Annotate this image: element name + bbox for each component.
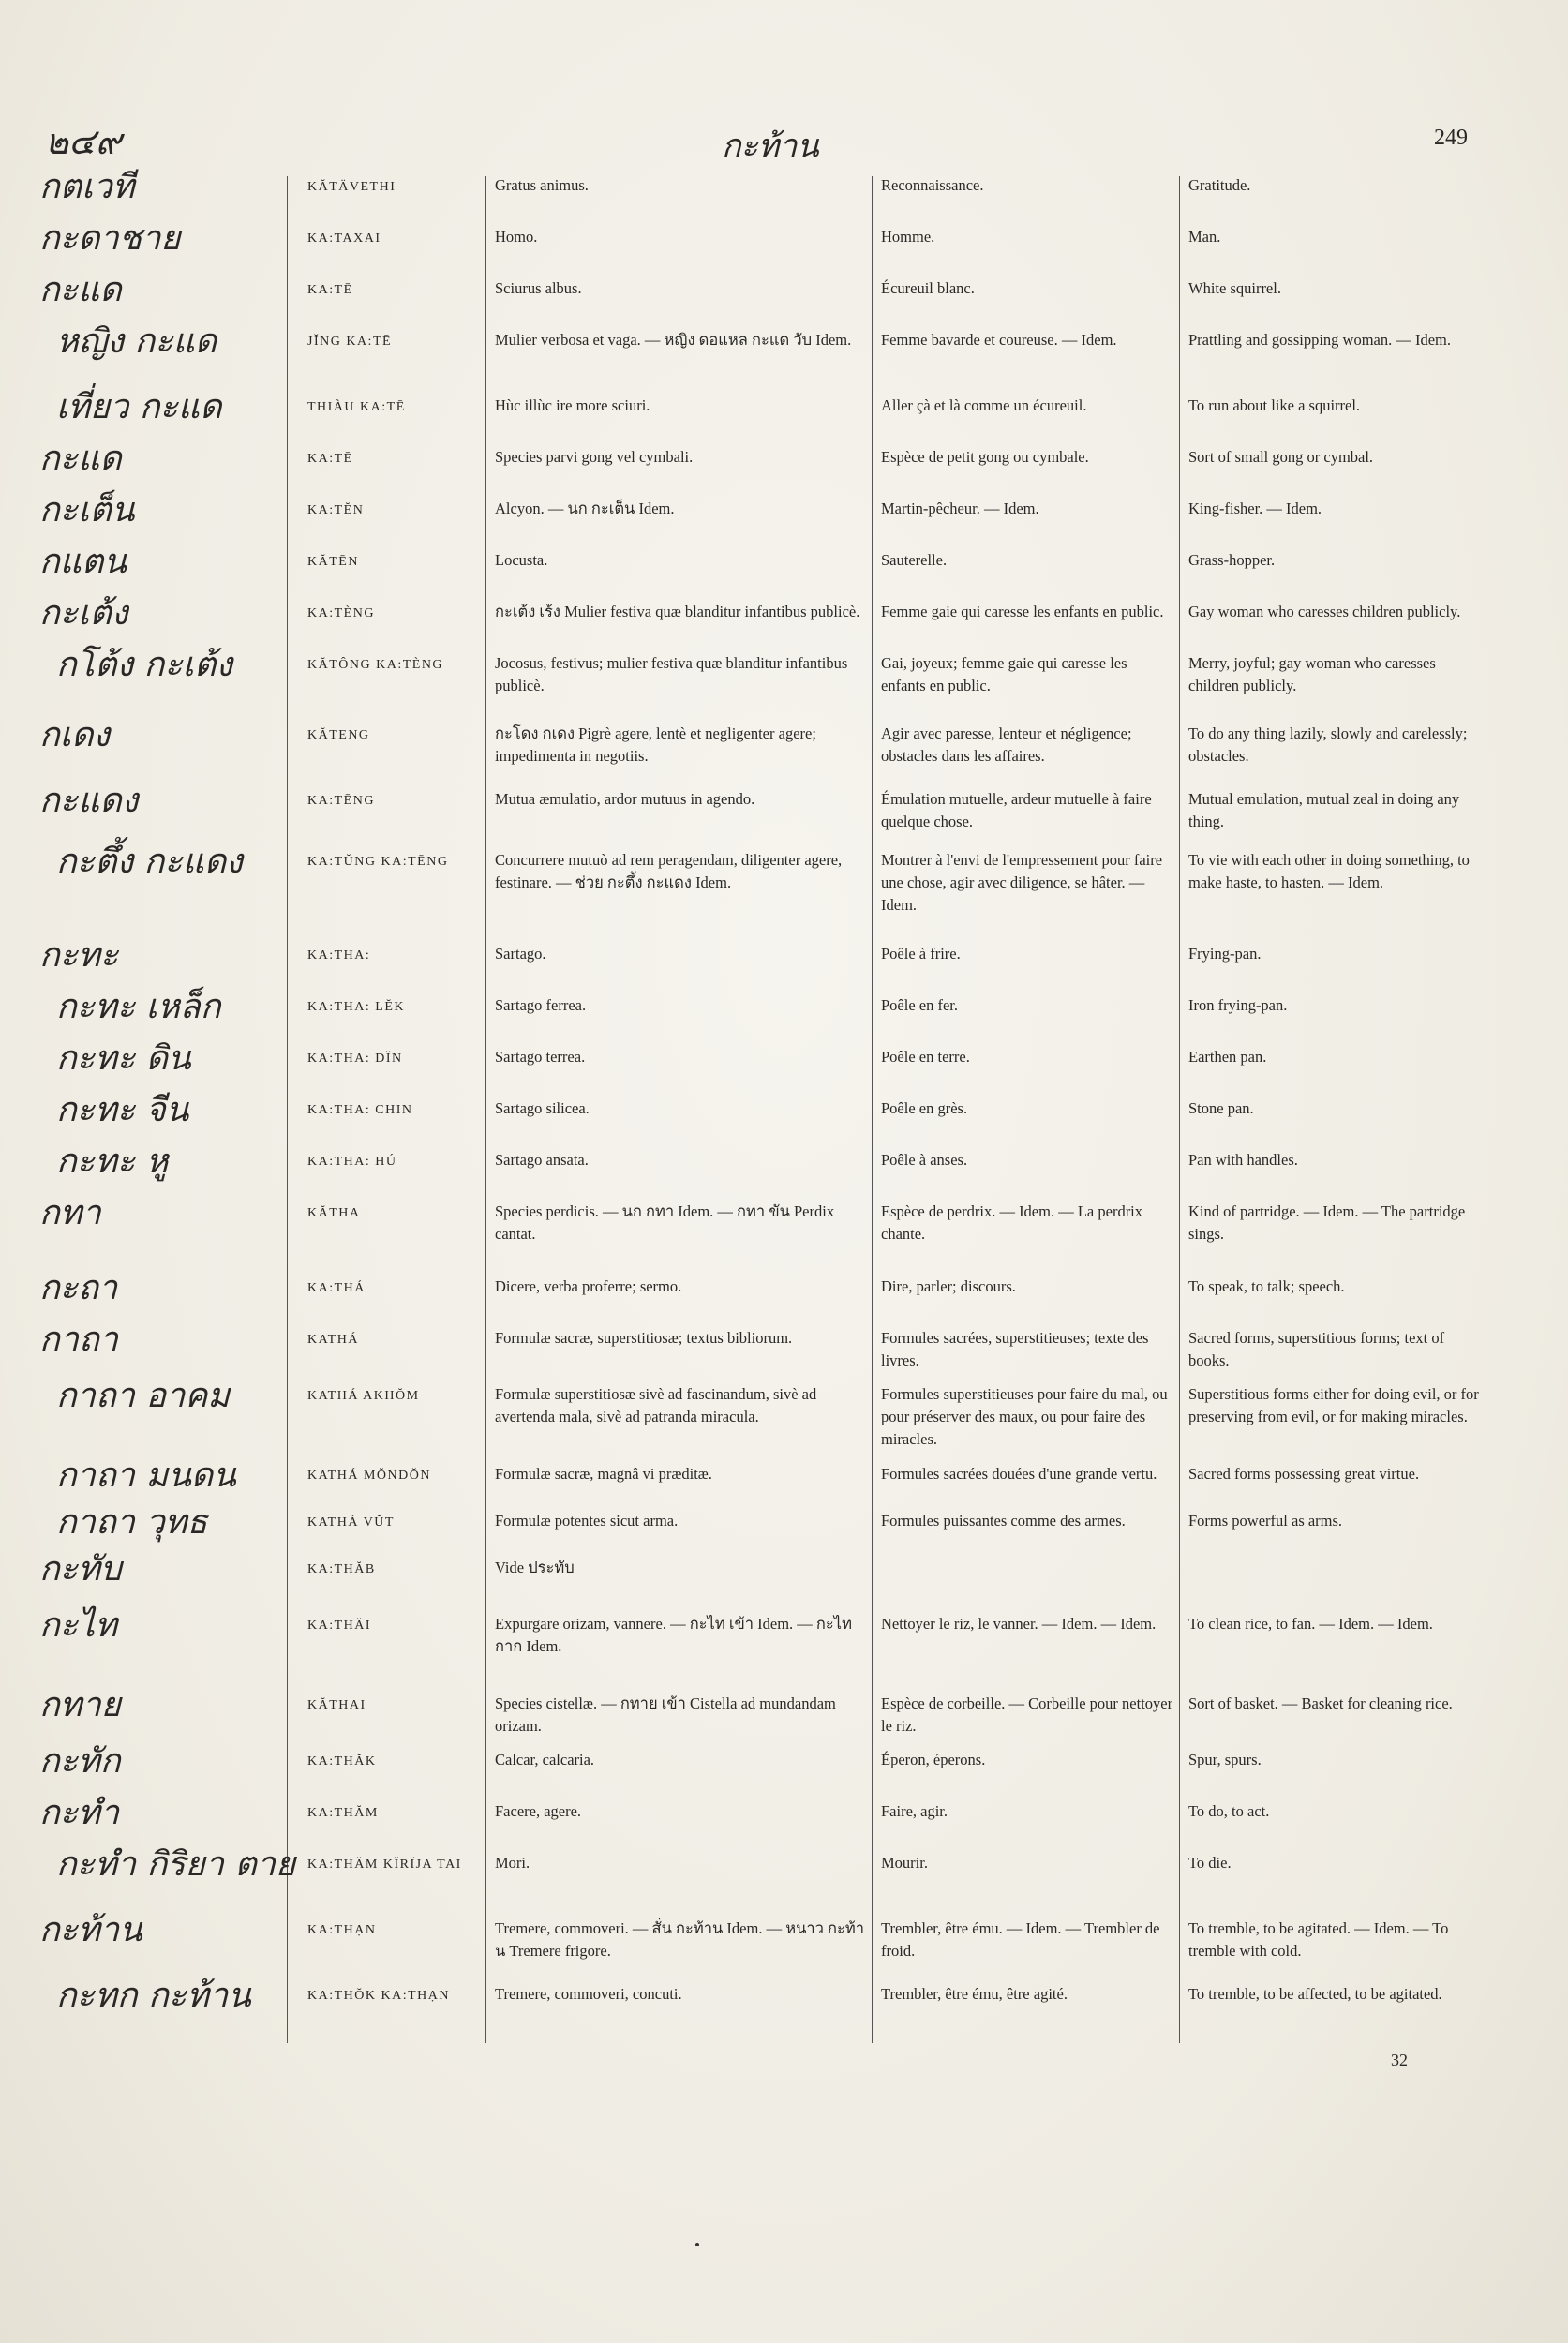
latin-definition: Concurrere mutuò ad rem peragendam, diligenter agere, festinare. — ช่วย กะตึ้ง กะแดง Idem. <box>495 851 843 891</box>
french-definition: Formules sacrées douées d'une grande vertu. <box>881 1465 1157 1483</box>
thai-headword: กะท้าน <box>39 1911 142 1949</box>
latin-definition: Sartago terrea. <box>495 1048 586 1066</box>
thai-headword: กะตึ้ง กะแดง <box>56 843 243 881</box>
latin-definition: Formulæ sacræ, magnâ vi præditæ. <box>495 1465 712 1483</box>
thai-headword: หญิง กะแด <box>56 322 217 361</box>
latin-definition: Species perdicis. — นก กทา Idem. — กทา ขัน Perdix cantat. <box>495 1202 835 1243</box>
french-definition: Espèce de perdrix. — Idem. — La perdrix chante. <box>881 1202 1143 1243</box>
romanization: KA:THĂM <box>307 1806 379 1820</box>
romanization: KA:TĒ <box>307 283 353 297</box>
latin-definition: Sartago. <box>495 945 546 963</box>
latin-definition: Locusta. <box>495 551 548 569</box>
latin-definition: Mutua æmulatio, ardor mutuus in agendo. <box>495 790 755 808</box>
romanization: JĬNG KA:TĒ <box>307 335 393 349</box>
english-definition: To do any thing lazily, slowly and carelessly; obstacles. <box>1188 724 1468 765</box>
thai-headword: กาถา วุทธ <box>56 1503 208 1542</box>
english-definition: Sort of small gong or cymbal. <box>1188 448 1374 466</box>
latin-definition: Sartago ferrea. <box>495 996 587 1014</box>
english-definition: Gay woman who caresses children publicly. <box>1188 603 1461 620</box>
french-definition: Formules superstitieuses pour faire du mal, ou pour préserver des maux, ou pour faire des miracles. <box>881 1385 1168 1448</box>
english-definition: Pan with handles. <box>1188 1151 1298 1169</box>
latin-definition: Expurgare orizam, vannere. — กะไท เข้า Idem. — กะไท กาก Idem. <box>495 1615 852 1655</box>
latin-definition: Formulæ sacræ, superstitiosæ; textus bibliorum. <box>495 1329 793 1347</box>
romanization: KĂTENG <box>307 728 370 742</box>
romanization: KA:THA: LĔK <box>307 1000 405 1014</box>
romanization: KA:THA: HÚ <box>307 1155 397 1169</box>
column-divider-1 <box>287 176 288 2043</box>
english-definition: Earthen pan. <box>1188 1048 1267 1066</box>
column-divider-3 <box>872 176 873 2043</box>
french-definition: Gai, joyeux; femme gaie qui caresse les enfants en public. <box>881 654 1127 694</box>
latin-definition: Facere, agere. <box>495 1802 582 1820</box>
english-definition <box>1188 1551 1484 1557</box>
thai-headword: กะทับ <box>39 1550 122 1589</box>
french-definition <box>881 1551 1173 1557</box>
romanization: KA:THẠN <box>307 1923 377 1937</box>
english-definition: Sacred forms possessing great virtue. <box>1188 1465 1420 1483</box>
french-definition: Aller çà et là comme un écureuil. <box>881 396 1087 414</box>
french-definition: Mourir. <box>881 1854 928 1872</box>
english-definition: Gratitude. <box>1188 176 1251 194</box>
english-definition: To tremble, to be agitated. — Idem. — To tremble with cold. <box>1188 1919 1449 1960</box>
romanization: KA:THA: CHIN <box>307 1103 413 1117</box>
romanization: KA:THÁ <box>307 1281 366 1295</box>
english-definition: Man. <box>1188 228 1221 246</box>
latin-definition: Gratus animus. <box>495 176 589 194</box>
french-definition: Agir avec paresse, lenteur et négligence; obstacles dans les affaires. <box>881 724 1132 765</box>
romanization: KA:THĂM KĬRĬJA TAI <box>307 1858 462 1872</box>
french-definition: Nettoyer le riz, le vanner. — Idem. — Idem. <box>881 1615 1157 1633</box>
french-definition: Poêle à anses. <box>881 1151 968 1169</box>
page-dot <box>695 2243 699 2246</box>
latin-definition: Homo. <box>495 228 538 246</box>
french-definition: Écureuil blanc. <box>881 279 975 297</box>
romanization: THIÀU KA:TĒ <box>307 400 406 414</box>
english-definition: To die. <box>1188 1854 1232 1872</box>
english-definition: To run about like a squirrel. <box>1188 396 1361 414</box>
english-definition: Mutual emulation, mutual zeal in doing any thing. <box>1188 790 1460 830</box>
french-definition: Poêle en fer. <box>881 996 959 1014</box>
latin-definition: Sartago ansata. <box>495 1151 589 1169</box>
english-definition: King-fisher. — Idem. <box>1188 500 1322 517</box>
thai-headword: กะทะ เหล็ก <box>56 988 221 1026</box>
column-divider-2 <box>485 176 486 2043</box>
latin-definition: Tremere, commoveri, concuti. <box>495 1985 682 2003</box>
page-title: กะท้าน <box>722 127 819 165</box>
english-definition: Spur, spurs. <box>1188 1751 1262 1768</box>
thai-headword: กะแด <box>39 440 122 478</box>
latin-definition: Formulæ superstitiosæ sivè ad fascinandum, sivè ad avertenda mala, sivè ad patranda miracula. <box>495 1385 817 1425</box>
english-definition: To do, to act. <box>1188 1802 1270 1820</box>
signature-mark: 32 <box>1391 2051 1408 2069</box>
romanization: KA:THA: <box>307 948 371 963</box>
thai-headword: กะทำ กิริยา ตาย <box>56 1845 296 1884</box>
english-definition: Prattling and gossipping woman. — Idem. <box>1188 331 1452 349</box>
english-definition: Iron frying-pan. <box>1188 996 1288 1014</box>
french-definition: Poêle en grès. <box>881 1099 968 1117</box>
english-definition: Superstitious forms either for doing evil, or for preserving from evil, or for making miracles. <box>1188 1385 1479 1425</box>
french-definition: Formules sacrées, superstitieuses; texte des livres. <box>881 1329 1149 1369</box>
thai-headword: กทาย <box>39 1686 121 1724</box>
thai-headword: กะทำ <box>39 1794 120 1832</box>
romanization: KA:TÈNG <box>307 606 375 620</box>
english-definition: To vie with each other in doing something, to make haste, to hasten. — Idem. <box>1188 851 1470 891</box>
french-definition: Faire, agir. <box>881 1802 948 1820</box>
thai-headword: กาถา อาคม <box>56 1377 231 1415</box>
thai-headword: กะทะ <box>39 936 119 975</box>
french-definition: Espèce de petit gong ou cymbale. <box>881 448 1089 466</box>
thai-headword: กะทัก <box>39 1742 121 1781</box>
french-definition: Éperon, éperons. <box>881 1751 986 1768</box>
french-definition: Poêle en terre. <box>881 1048 970 1066</box>
french-definition: Poêle à frire. <box>881 945 961 963</box>
english-definition: To clean rice, to fan. — Idem. — Idem. <box>1188 1615 1433 1633</box>
english-definition: Kind of partridge. — Idem. — The partridge sings. <box>1188 1202 1466 1243</box>
english-definition: Sort of basket. — Basket for cleaning rice. <box>1188 1694 1453 1712</box>
thai-headword: กแตน <box>39 543 127 581</box>
thai-headword: กะทะ หู <box>56 1142 169 1181</box>
romanization: KA:THĂI <box>307 1619 372 1633</box>
french-definition: Montrer à l'envi de l'empressement pour faire une chose, agir avec diligence, se hâter. — Idem. <box>881 851 1163 914</box>
english-definition: Frying-pan. <box>1188 945 1262 963</box>
latin-definition: Tremere, commoveri. — สั่น กะท้าน Idem. — หนาว กะท้าน Tremere frigore. <box>495 1919 865 1960</box>
thai-headword: กะไท <box>39 1606 117 1645</box>
latin-definition: Jocosus, festivus; mulier festiva quæ blanditur infantibus publicè. <box>495 654 848 694</box>
english-definition: Merry, joyful; gay woman who caresses children publicly. <box>1188 654 1436 694</box>
english-definition: Grass-hopper. <box>1188 551 1276 569</box>
latin-definition: Alcyon. — นก กะเต็น Idem. <box>495 500 675 517</box>
romanization: KA:THŎK KA:THẠN <box>307 1989 450 2003</box>
romanization: KA:THĂK <box>307 1754 377 1768</box>
french-definition: Espèce de corbeille. — Corbeille pour nettoyer le riz. <box>881 1694 1173 1735</box>
french-definition: Émulation mutuelle, ardeur mutuelle à faire quelque chose. <box>881 790 1152 830</box>
english-definition: White squirrel. <box>1188 279 1281 297</box>
romanization: KATHÁ <box>307 1333 359 1347</box>
romanization: KATHÁ VŬT <box>307 1515 395 1530</box>
thai-headword: กะแด <box>39 271 122 309</box>
thai-headword: กโต้ง กะเต้ง <box>56 646 232 684</box>
latin-definition: Species parvi gong vel cymbali. <box>495 448 694 466</box>
thai-headword: กเดง <box>39 716 111 754</box>
french-definition: Martin-pêcheur. — Idem. <box>881 500 1039 517</box>
thai-headword: กทา <box>39 1194 101 1232</box>
thai-headword: กะเต็น <box>39 491 135 530</box>
column-divider-4 <box>1179 176 1180 2043</box>
french-definition: Trembler, être ému, être agité. <box>881 1985 1068 2003</box>
romanization: KA:TĔN <box>307 503 365 517</box>
thai-headword: กาถา <box>39 1321 119 1359</box>
french-definition: Femme bavarde et coureuse. — Idem. <box>881 331 1117 349</box>
thai-headword: กะถา <box>39 1269 118 1307</box>
latin-definition: Dicere, verba proferre; sermo. <box>495 1277 682 1295</box>
latin-definition: Hùc illùc ire more sciuri. <box>495 396 650 414</box>
english-definition: Stone pan. <box>1188 1099 1254 1117</box>
thai-page-number: ๒๔๙ <box>45 121 122 162</box>
thai-headword: กะเต้ง <box>39 594 128 633</box>
romanization: KA:THĂB <box>307 1562 376 1576</box>
latin-definition: Mori. <box>495 1854 530 1872</box>
french-definition: Trembler, être ému. — Idem. — Trembler de froid. <box>881 1919 1160 1960</box>
french-definition: Sauterelle. <box>881 551 948 569</box>
french-definition: Formules puissantes comme des armes. <box>881 1512 1126 1530</box>
english-definition: Forms powerful as arms. <box>1188 1512 1343 1530</box>
latin-definition: Mulier verbosa et vaga. — หญิง ดอแหล กะแด วับ Idem. <box>495 331 852 349</box>
latin-definition: Species cistellæ. — กทาย เข้า Cistella ad mundandam orizam. <box>495 1694 836 1735</box>
romanization: KĂTHAI <box>307 1698 366 1712</box>
romanization: KĂTHA <box>307 1206 361 1220</box>
thai-headword: กะทะ จีน <box>56 1091 189 1129</box>
romanization: KATHÁ MŎNDŎN <box>307 1469 431 1483</box>
romanization: KA:THA: DĬN <box>307 1052 403 1066</box>
thai-headword: กาถา มนดน <box>56 1456 236 1495</box>
english-definition: Sacred forms, superstitious forms; text of books. <box>1188 1329 1445 1369</box>
thai-headword: กะทก กะท้าน <box>56 1977 251 2015</box>
latin-definition: Sartago silicea. <box>495 1099 590 1117</box>
latin-definition: กะโดง กเดง Pigrè agere, lentè et negligenter agere; impedimenta in negotiis. <box>495 724 816 765</box>
french-definition: Homme. <box>881 228 935 246</box>
latin-definition: กะเต้ง เร้ง Mulier festiva quæ blanditur infantibus publicè. <box>495 603 860 620</box>
latin-definition: Formulæ potentes sicut arma. <box>495 1512 679 1530</box>
romanization: KA:TĒNG <box>307 794 375 808</box>
romanization: KA:TĒ <box>307 452 353 466</box>
latin-definition: Vide ประทับ <box>495 1559 575 1576</box>
english-definition: To tremble, to be affected, to be agitated. <box>1188 1985 1442 2003</box>
romanization: KĂTÔNG KA:TÈNG <box>307 658 444 672</box>
english-definition: To speak, to talk; speech. <box>1188 1277 1345 1295</box>
romanization: KATHÁ AKHŎM <box>307 1389 420 1403</box>
romanization: KĂTÄVETHI <box>307 180 396 194</box>
latin-definition: Sciurus albus. <box>495 279 582 297</box>
romanization: KA:TŬNG KA:TĒNG <box>307 855 449 869</box>
french-definition: Femme gaie qui caresse les enfants en public. <box>881 603 1164 620</box>
romanization: KA:TAXAI <box>307 231 381 246</box>
french-definition: Reconnaissance. <box>881 176 984 194</box>
french-definition: Dire, parler; discours. <box>881 1277 1016 1295</box>
thai-headword: กะทะ ดิน <box>56 1039 191 1078</box>
thai-headword: กะดาชาย <box>39 219 181 258</box>
page-number: 249 <box>1434 126 1468 150</box>
thai-headword: เที่ยว กะแด <box>56 388 222 426</box>
thai-headword: กตเวที <box>39 168 135 206</box>
thai-headword: กะแดง <box>39 782 139 820</box>
romanization: KĂTĒN <box>307 555 359 569</box>
latin-definition: Calcar, calcaria. <box>495 1751 595 1768</box>
